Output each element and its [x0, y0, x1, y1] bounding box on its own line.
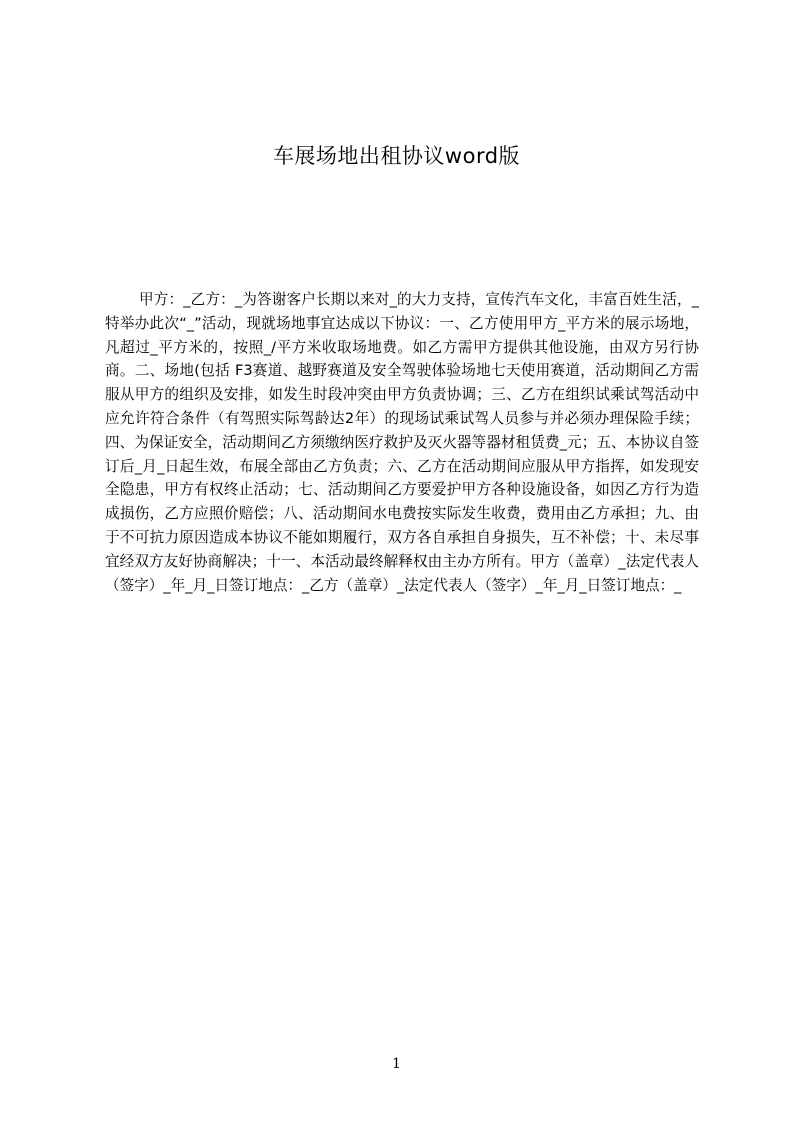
document-title: 车展场地出租协议word版 [272, 144, 521, 168]
page-number: 1 [392, 1056, 401, 1072]
agreement-body-text: 甲方：_乙方：_为答谢客户长期以来对_的大力支持，宣传汽车文化，丰富百姓生活，_特举办此次“_”活动，现就场地事宜达成以下协议：一、乙方使用甲方_平方米的展示场地，凡超过_平方米的，按照_/平方米收取场地费。如乙方需甲方提供其他设施，由双方另行协商。二、场地(包括 F3赛道、越野赛道及安全驾驶体验场地七天使用赛道，活动期间乙方需服从甲方的组织及安排，如发生时段冲突由甲方负责协调；三、乙方在组织试乘试驾活动中应允许符合条件（有驾照实际驾龄达2年）的现场试乘试驾人员参与并必须办理保险手续；四、为保证安全，活动期间乙方须缴纳医疗救护及灭火器等器材租赁费_元；五、本协议自签订后_月_日起生效，布展全部由乙方负责；六、乙方在活动期间应服从甲方指挥，如发现安全隐患，甲方有权终止活动；七、活动期间乙方要爱护甲方各种设施设备，如因乙方行为造成损伤，乙方应照价赔偿；八、活动期间水电费按实际发生收费，费用由乙方承担；九、由于不可抗力原因造成本协议不能如期履行，双方各自承担自身损失，互不补偿；十、未尽事宜经双方友好协商解决；十一、本活动最终解释权由主办方所有。甲方（盖章）_法定代表人（签字）_年_月_日签订地点：_乙方（盖章）_法定代表人（签字）_年_月_日签订地点：_ [105, 291, 699, 594]
